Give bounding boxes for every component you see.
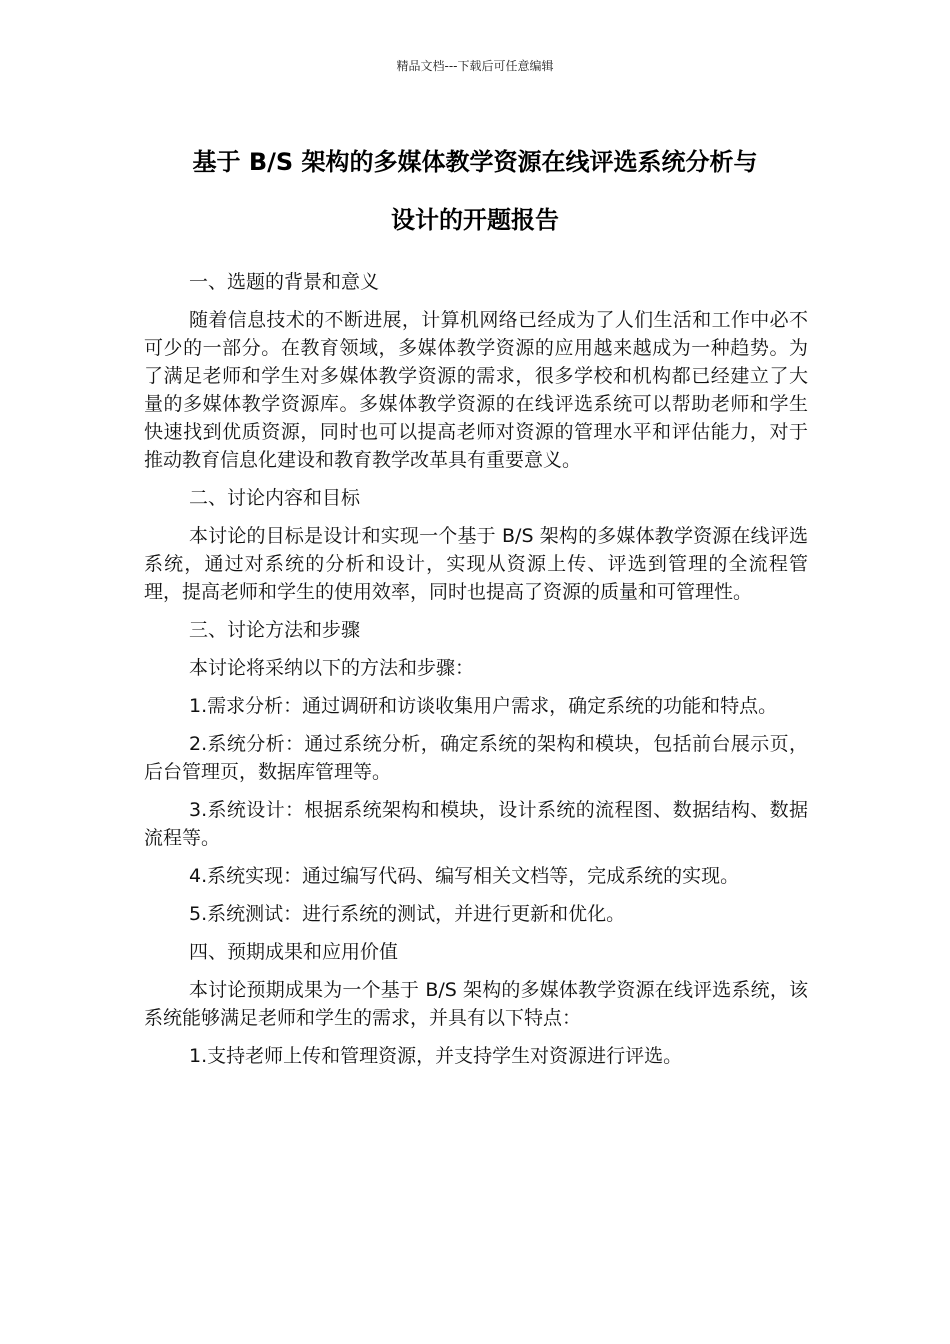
list-item-requirements: 1.需求分析：通过调研和访谈收集用户需求，确定系统的功能和特点。 [189, 695, 778, 717]
title-line-1: 基于 B/S 架构的多媒体教学资源在线评选系统分析与 [192, 148, 758, 176]
paragraph-outcomes: 本讨论预期成果为一个基于 B/S 架构的多媒体教学资源在线评选系统，该系统能够满足老师和学生的需求，并具有以下特点： [144, 979, 808, 1029]
section-heading-outcomes: 四、预期成果和应用价值 [189, 941, 399, 963]
list-item-feature-1: 1.支持老师上传和管理资源，并支持学生对资源进行评选。 [189, 1045, 683, 1067]
paragraph-content-goals: 本讨论的目标是设计和实现一个基于 B/S 架构的多媒体教学资源在线评选系统，通过对系统的分析和设计，实现从资源上传、评选到管理的全流程管理，提高老师和学生的使用效率，同时也提高了资源的质量和可管理性。 [144, 525, 808, 603]
list-item-analysis: 2.系统分析：通过系统分析，确定系统的架构和模块，包括前台展示页，后台管理页，数据库管理等。 [144, 733, 808, 783]
document-body [144, 268, 808, 1080]
list-item-implementation: 4.系统实现：通过编写代码、编写相关文档等，完成系统的实现。 [189, 865, 740, 887]
list-item-design: 3.系统设计：根据系统架构和模块，设计系统的流程图、数据结构、数据流程等。 [144, 799, 808, 849]
list-item-testing: 5.系统测试：进行系统的测试，并进行更新和优化。 [189, 903, 626, 925]
section-heading-background: 一、选题的背景和意义 [189, 271, 380, 293]
paragraph-background: 随着信息技术的不断进展，计算机网络已经成为了人们生活和工作中必不可少的一部分。在教育领域，多媒体教学资源的应用越来越成为一种趋势。为了满足老师和学生对多媒体教学资源的需求，很多学校和机构都已经建立了大量的多媒体教学资源库。多媒体教学资源的在线评选系统可以帮助老师和学生快速找到优质资源，同时也可以提高老师对资源的管理水平和评估能力，对于推动教育信息化建设和教育教学改革具有重要意义。 [144, 309, 808, 471]
section-heading-content-goals: 二、讨论内容和目标 [189, 487, 361, 509]
paragraph-methods-intro: 本讨论将采纳以下的方法和步骤： [189, 657, 475, 679]
title-line-2: 设计的开题报告 [391, 206, 559, 234]
header-note: 精品文档---下载后可任意编辑 [396, 59, 554, 73]
document-title [100, 133, 850, 249]
section-heading-methods: 三、讨论方法和步骤 [189, 619, 361, 641]
